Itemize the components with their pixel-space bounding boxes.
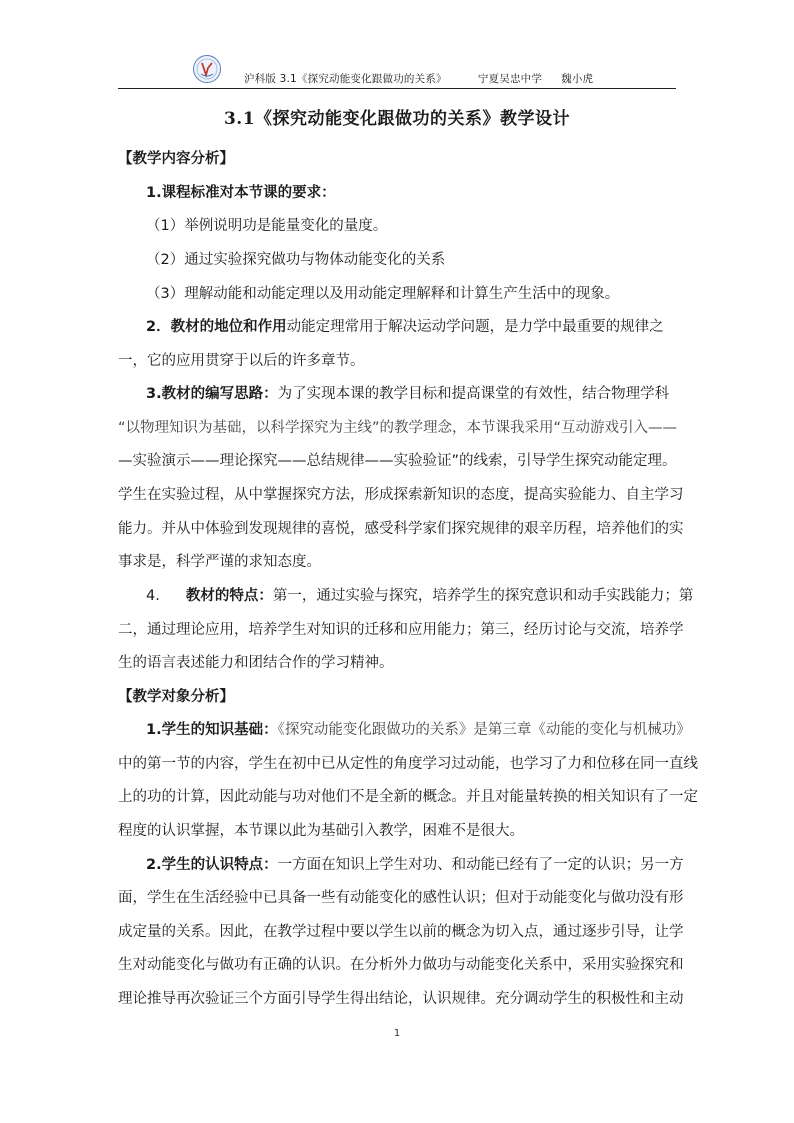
section-heading: 【教学内容分析】: [118, 151, 234, 167]
text-line: 学生在实验过程，从中掌握探究方法，形成探索新知识的态度，提高实验能力、自主学习: [118, 487, 684, 503]
paragraph-label: 2.学生的认识特点：: [146, 857, 278, 873]
paragraph-text: 《探究动能变化跟做功的关系》是第三章《动能的变化与机械功》: [277, 722, 691, 738]
text-line: 能力。并从中体验到发现规律的喜悦，感受科学家们探究规律的艰辛历程，培养他们的实: [118, 521, 684, 537]
text-line: （3）理解动能和动能定理以及用动能定理解释和计算生产生活中的现象。: [146, 286, 620, 302]
header-school: 宁夏吴忠中学: [477, 73, 543, 85]
text-line: 二，通过理论应用，培养学生对知识的迁移和应用能力；第三，经历讨论与交流，培养学: [118, 622, 684, 638]
header-course: 沪科版 3.1《探究动能变化跟做功的关系》: [244, 73, 447, 85]
text-line: [146, 317, 664, 337]
text-line: [146, 586, 693, 606]
text-line: —实验演示——理论探究——总结规律——实验验证”的线索，引导学生探究动能定理。: [118, 453, 677, 469]
paragraph-text: 为了实现本课的教学目标和提高课堂的有效性，结合物理学科: [277, 386, 670, 402]
paragraph-label: 3.教材的编写思路：: [146, 386, 278, 402]
paragraph-label: 1.学生的知识基础：: [146, 722, 278, 738]
text-line: 生的语言表述能力和团结合作的学习精神。: [118, 655, 394, 671]
text-line: 生对动能变化与做功有正确的认识。在分析外力做功与动能变化关系中，采用实验探究和: [118, 957, 684, 973]
text-line: 中的第一节的内容，学生在初中已从定性的角度学习过动能，也学习了力和位移在同一直线: [118, 756, 698, 772]
text-line: [146, 855, 684, 875]
text-line: 理论推导再次验证三个方面引导学生得出结论，认识规律。充分调动学生的积极性和主动: [118, 991, 684, 1007]
document-title: 3.1《探究动能变化跟做功的关系》教学设计: [223, 109, 571, 129]
text-line: （2）通过实验探究做功与物体动能变化的关系: [146, 252, 446, 268]
text-line: “以物理知识为基础，以科学探究为主线”的教学理念，本节课我采用“互动游戏引入——: [118, 420, 678, 436]
text-line: 一，它的应用贯穿于以后的许多章节。: [118, 353, 365, 369]
paragraph-label: 2．教材的地位和作用: [146, 319, 287, 335]
text-line: [146, 720, 691, 740]
header-author: 魏小虎: [561, 73, 594, 85]
paragraph-label: 教材的特点：: [185, 588, 273, 604]
paragraph-text: 动能定理常用于解决运动学问题，是力学中最重要的规律之: [286, 319, 664, 335]
text-line: （1）举例说明功是能量变化的量度。: [146, 218, 388, 234]
section-heading: 【教学对象分析】: [118, 689, 234, 705]
item-number: 4.: [146, 588, 160, 604]
header-text: [244, 71, 593, 86]
text-line: 成定量的关系。因此，在教学过程中要以学生以前的概念为切入点，通过逐步引导，让学: [118, 924, 684, 940]
paragraph-text: 一方面在知识上学生对功、和动能已经有了一定的认识；另一方: [277, 857, 684, 873]
school-logo-icon: [192, 54, 222, 84]
text-line: 上的功的计算，因此动能与功对他们不是全新的概念。并且对能量转换的相关知识有了一定: [118, 789, 698, 805]
text-line: 面，学生在生活经验中已具备一些有动能变化的感性认识；但对于动能变化与做功没有形: [118, 890, 684, 906]
text-line: 程度的认识掌握，本节课以此为基础引入教学，困难不是很大。: [118, 823, 524, 839]
page-header: [118, 52, 676, 89]
paragraph-label: 1.课程标准对本节课的要求：: [146, 185, 336, 201]
paragraph-text: 第一，通过实验与探究，培养学生的探究意识和动手实践能力；第: [272, 588, 694, 604]
text-line: [146, 384, 669, 404]
text-line: 事求是，科学严谨的求知态度。: [118, 554, 321, 570]
page-number: 1: [393, 1028, 401, 1039]
